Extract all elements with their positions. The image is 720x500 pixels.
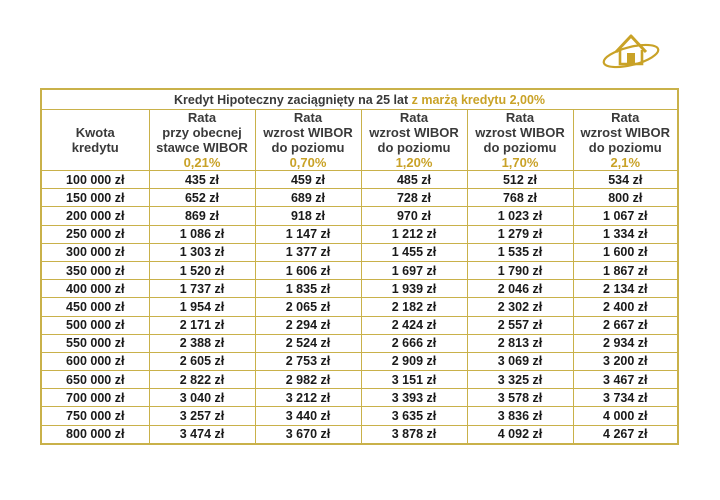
mortgage-rate-table	[40, 88, 679, 445]
table-row	[41, 371, 678, 389]
column-header-4	[467, 110, 573, 171]
column-header-line: przy obecnej	[162, 125, 242, 140]
installment-cell: 1 334 zł	[573, 225, 678, 243]
installment-cell: 2 813 zł	[467, 334, 573, 352]
installment-cell: 3 474 zł	[149, 425, 255, 444]
column-header-line: Rata	[505, 110, 535, 125]
column-header-line: Rata	[187, 110, 217, 125]
installment-cell: 2 182 zł	[361, 298, 467, 316]
installment-cell: 3 069 zł	[467, 352, 573, 370]
installment-cell: 1 535 zł	[467, 243, 573, 261]
installment-cell: 2 388 zł	[149, 334, 255, 352]
installment-cell: 1 086 zł	[149, 225, 255, 243]
table-row	[41, 280, 678, 298]
table-row	[41, 352, 678, 370]
loan-amount-cell: 400 000 zł	[41, 280, 149, 298]
loan-amount-cell: 150 000 zł	[41, 189, 149, 207]
installment-cell: 485 zł	[361, 171, 467, 189]
loan-amount-cell: 800 000 zł	[41, 425, 149, 444]
installment-cell: 2 557 zł	[467, 316, 573, 334]
installment-cell: 534 zł	[573, 171, 678, 189]
table-row	[41, 189, 678, 207]
column-header-line: do poziomu	[588, 140, 662, 155]
installment-cell: 459 zł	[255, 171, 361, 189]
installment-cell: 3 325 zł	[467, 371, 573, 389]
installment-cell: 2 424 zł	[361, 316, 467, 334]
column-header-0	[41, 110, 149, 171]
table-title-prefix: Kredyt Hipoteczny zaciągnięty na 25 lat	[174, 92, 412, 107]
loan-amount-cell: 250 000 zł	[41, 225, 149, 243]
installment-cell: 3 212 zł	[255, 389, 361, 407]
column-header-wibor-rate: 0,70%	[289, 155, 327, 170]
table-row	[41, 425, 678, 444]
installment-cell: 768 zł	[467, 189, 573, 207]
installment-cell: 3 257 zł	[149, 407, 255, 425]
column-header-line: stawce WIBOR	[156, 140, 248, 155]
installment-cell: 1 279 zł	[467, 225, 573, 243]
installment-cell: 3 200 zł	[573, 352, 678, 370]
installment-cell: 2 134 zł	[573, 280, 678, 298]
installment-cell: 3 878 zł	[361, 425, 467, 444]
table-row	[41, 171, 678, 189]
installment-cell: 2 294 zł	[255, 316, 361, 334]
installment-cell: 2 909 zł	[361, 352, 467, 370]
installment-cell: 512 zł	[467, 171, 573, 189]
installment-cell: 435 zł	[149, 171, 255, 189]
installment-cell: 918 zł	[255, 207, 361, 225]
table-row	[41, 261, 678, 279]
mortgage-rate-table-container	[40, 88, 677, 445]
installment-cell: 3 393 zł	[361, 389, 467, 407]
column-header-line: Rata	[611, 110, 640, 125]
house-logo-icon	[600, 22, 662, 72]
installment-cell: 4 000 zł	[573, 407, 678, 425]
installment-cell: 4 267 zł	[573, 425, 678, 444]
installment-cell: 869 zł	[149, 207, 255, 225]
column-header-1	[149, 110, 255, 171]
installment-cell: 3 467 zł	[573, 371, 678, 389]
installment-cell: 2 524 zł	[255, 334, 361, 352]
installment-cell: 1 303 zł	[149, 243, 255, 261]
installment-cell: 1 737 zł	[149, 280, 255, 298]
table-row	[41, 207, 678, 225]
installment-cell: 3 578 zł	[467, 389, 573, 407]
installment-cell: 2 400 zł	[573, 298, 678, 316]
installment-cell: 2 982 zł	[255, 371, 361, 389]
loan-amount-cell: 300 000 zł	[41, 243, 149, 261]
installment-cell: 689 zł	[255, 189, 361, 207]
column-header-3	[361, 110, 467, 171]
installment-cell: 3 836 zł	[467, 407, 573, 425]
column-header-line: wzrost WIBOR	[580, 125, 671, 140]
installment-cell: 1 147 zł	[255, 225, 361, 243]
installment-cell: 3 734 zł	[573, 389, 678, 407]
installment-cell: 1 377 zł	[255, 243, 361, 261]
table-row	[41, 316, 678, 334]
table-header-row	[41, 110, 678, 171]
loan-amount-cell: 450 000 zł	[41, 298, 149, 316]
installment-cell: 2 822 zł	[149, 371, 255, 389]
column-header-line: do poziomu	[483, 140, 557, 155]
installment-cell: 652 zł	[149, 189, 255, 207]
column-header-line: Rata	[293, 110, 323, 125]
installment-cell: 1 606 zł	[255, 261, 361, 279]
installment-cell: 3 440 zł	[255, 407, 361, 425]
table-row	[41, 243, 678, 261]
installment-cell: 970 zł	[361, 207, 467, 225]
loan-amount-cell: 750 000 zł	[41, 407, 149, 425]
column-header-2	[255, 110, 361, 171]
loan-amount-cell: 550 000 zł	[41, 334, 149, 352]
column-header-line: wzrost WIBOR	[369, 125, 459, 140]
column-header-line: wzrost WIBOR	[475, 125, 565, 140]
installment-cell: 3 670 zł	[255, 425, 361, 444]
column-header-wibor-rate: 1,70%	[501, 155, 539, 170]
table-row	[41, 298, 678, 316]
column-header-line: wzrost WIBOR	[263, 125, 353, 140]
installment-cell: 2 667 zł	[573, 316, 678, 334]
table-row	[41, 389, 678, 407]
column-header-line: Rata	[399, 110, 429, 125]
loan-amount-cell: 600 000 zł	[41, 352, 149, 370]
installment-cell: 1 939 zł	[361, 280, 467, 298]
column-header-line: Kwota	[75, 125, 115, 140]
table-title-margin: z marżą kredytu 2,00%	[411, 92, 546, 107]
installment-cell: 1 212 zł	[361, 225, 467, 243]
column-header-line: kredytu	[71, 140, 119, 155]
installment-cell: 3 635 zł	[361, 407, 467, 425]
installment-cell: 2 934 zł	[573, 334, 678, 352]
installment-cell: 1 867 zł	[573, 261, 678, 279]
installment-cell: 3 040 zł	[149, 389, 255, 407]
installment-cell: 728 zł	[361, 189, 467, 207]
installment-cell: 1 067 zł	[573, 207, 678, 225]
installment-cell: 1 835 zł	[255, 280, 361, 298]
installment-cell: 2 605 zł	[149, 352, 255, 370]
installment-cell: 800 zł	[573, 189, 678, 207]
table-row	[41, 225, 678, 243]
table-row	[41, 407, 678, 425]
installment-cell: 1 790 zł	[467, 261, 573, 279]
table-title-row	[41, 89, 678, 110]
installment-cell: 2 065 zł	[255, 298, 361, 316]
installment-cell: 2 302 zł	[467, 298, 573, 316]
installment-cell: 1 455 zł	[361, 243, 467, 261]
column-header-line: do poziomu	[377, 140, 451, 155]
loan-amount-cell: 350 000 zł	[41, 261, 149, 279]
installment-cell: 3 151 zł	[361, 371, 467, 389]
table-title	[41, 89, 678, 110]
loan-amount-cell: 700 000 zł	[41, 389, 149, 407]
installment-cell: 1 023 zł	[467, 207, 573, 225]
installment-cell: 4 092 zł	[467, 425, 573, 444]
table-row	[41, 334, 678, 352]
column-header-wibor-rate: 2,1%	[610, 155, 641, 170]
installment-cell: 1 954 zł	[149, 298, 255, 316]
column-header-line: do poziomu	[271, 140, 345, 155]
installment-cell: 2 666 zł	[361, 334, 467, 352]
column-header-wibor-rate: 0,21%	[183, 155, 221, 170]
loan-amount-cell: 650 000 zł	[41, 371, 149, 389]
column-header-wibor-rate: 1,20%	[395, 155, 433, 170]
column-header-5	[573, 110, 678, 171]
installment-cell: 1 600 zł	[573, 243, 678, 261]
loan-amount-cell: 100 000 zł	[41, 171, 149, 189]
installment-cell: 2 171 zł	[149, 316, 255, 334]
loan-amount-cell: 500 000 zł	[41, 316, 149, 334]
table-body	[41, 171, 678, 444]
installment-cell: 1 520 zł	[149, 261, 255, 279]
installment-cell: 1 697 zł	[361, 261, 467, 279]
installment-cell: 2 753 zł	[255, 352, 361, 370]
installment-cell: 2 046 zł	[467, 280, 573, 298]
loan-amount-cell: 200 000 zł	[41, 207, 149, 225]
